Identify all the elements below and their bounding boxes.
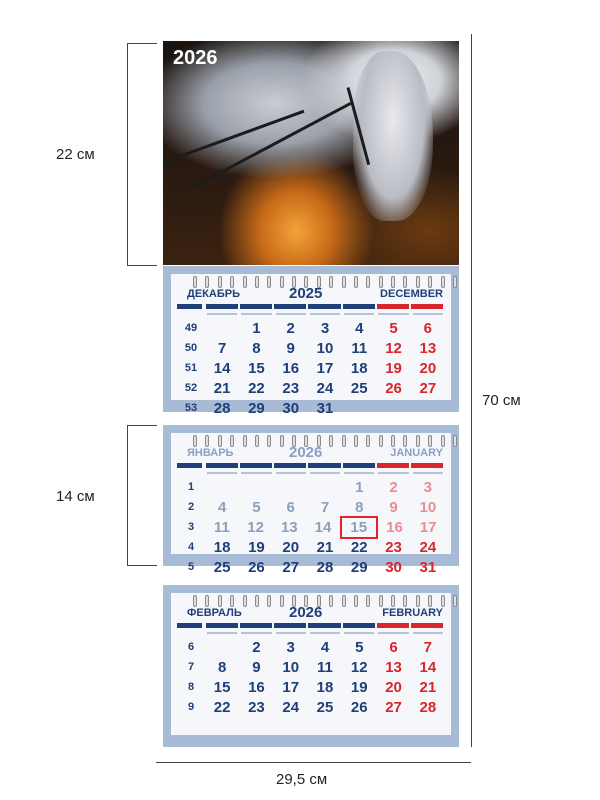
day-cell: 24 bbox=[316, 379, 334, 397]
day-cell: 20 bbox=[282, 538, 300, 556]
month-page bbox=[171, 274, 451, 417]
month-page bbox=[171, 593, 451, 735]
day-cell: 22 bbox=[213, 698, 231, 716]
day-cell: 12 bbox=[350, 658, 368, 676]
day-cell: 6 bbox=[423, 319, 432, 337]
day-cell: 30 bbox=[282, 399, 300, 417]
month-header bbox=[177, 444, 445, 462]
weekday-header-cell bbox=[411, 623, 443, 628]
day-cell: 2 bbox=[286, 319, 295, 337]
header-year: 2026 bbox=[173, 47, 218, 69]
day-cell: 20 bbox=[385, 678, 402, 696]
weekday-header-cell bbox=[343, 304, 375, 309]
total-height-line bbox=[471, 34, 472, 747]
month-name-en: FEBRUARY bbox=[382, 607, 443, 619]
header-height-label: 22 см bbox=[56, 146, 95, 163]
week-number: 49 bbox=[184, 322, 198, 334]
header-height-bracket bbox=[127, 43, 128, 265]
day-cell: 5 bbox=[355, 638, 364, 656]
day-cell: 3 bbox=[423, 478, 432, 496]
day-cell: 10 bbox=[419, 498, 437, 516]
week-row bbox=[177, 378, 445, 398]
week-number: 2 bbox=[187, 501, 195, 513]
day-cell: 19 bbox=[350, 678, 368, 696]
day-grid bbox=[177, 477, 445, 577]
weekday-subheader bbox=[207, 470, 443, 475]
day-cell: 12 bbox=[385, 339, 402, 357]
block-height-bracket bbox=[127, 425, 128, 565]
day-cell: 4 bbox=[217, 498, 227, 516]
weekday-header-cell bbox=[377, 304, 409, 309]
week-row bbox=[177, 497, 445, 517]
weekday-header-cell bbox=[274, 304, 306, 309]
day-cell: 13 bbox=[419, 339, 437, 357]
day-cell: 28 bbox=[213, 399, 231, 417]
day-cell: 15 bbox=[213, 678, 231, 696]
week-row bbox=[177, 637, 445, 657]
day-cell: 10 bbox=[316, 339, 334, 357]
weekday-header-cell bbox=[240, 304, 272, 309]
day-cell: 28 bbox=[419, 698, 437, 716]
week-row bbox=[177, 557, 445, 577]
horse-head-shape bbox=[353, 51, 433, 221]
week-column-header bbox=[177, 463, 202, 468]
day-cell: 8 bbox=[355, 498, 364, 516]
month-name-en: DECEMBER bbox=[380, 288, 443, 300]
width-line bbox=[156, 762, 471, 763]
block-height-tick-bottom bbox=[127, 565, 157, 566]
day-cell: 1 bbox=[252, 319, 261, 337]
day-cell: 17 bbox=[282, 678, 300, 696]
day-cell: 15 bbox=[340, 516, 378, 539]
day-cell: 7 bbox=[320, 498, 330, 516]
day-cell: 14 bbox=[314, 518, 332, 536]
day-cell: 12 bbox=[247, 518, 264, 536]
day-cell: 31 bbox=[316, 399, 334, 417]
day-cell: 20 bbox=[419, 359, 437, 377]
day-cell: 29 bbox=[248, 399, 265, 417]
day-cell: 9 bbox=[252, 658, 261, 676]
month-year: 2026 bbox=[289, 604, 323, 621]
day-cell: 15 bbox=[248, 359, 265, 377]
month-header bbox=[177, 604, 445, 622]
weekday-header-cell bbox=[308, 463, 340, 468]
rein-line bbox=[182, 102, 351, 194]
day-cell: 31 bbox=[419, 558, 437, 576]
day-cell: 9 bbox=[286, 339, 295, 357]
week-number: 5 bbox=[187, 561, 195, 573]
day-cell: 29 bbox=[350, 558, 368, 576]
week-row bbox=[177, 477, 445, 497]
day-cell: 5 bbox=[252, 498, 261, 516]
weekday-header-cell bbox=[240, 623, 272, 628]
weekday-header-cell bbox=[206, 463, 238, 468]
week-row bbox=[177, 657, 445, 677]
month-year: 2026 bbox=[289, 444, 323, 461]
day-cell: 2 bbox=[252, 638, 261, 656]
weekday-subheader bbox=[207, 630, 443, 635]
day-cell: 26 bbox=[385, 379, 402, 397]
day-cell: 28 bbox=[316, 558, 334, 576]
day-cell: 14 bbox=[419, 658, 437, 676]
week-number: 51 bbox=[184, 362, 198, 374]
day-cell: 14 bbox=[213, 359, 231, 377]
month-block-january bbox=[163, 425, 459, 576]
day-cell: 4 bbox=[355, 319, 364, 337]
day-cell: 17 bbox=[419, 518, 437, 536]
day-cell: 3 bbox=[320, 319, 330, 337]
day-cell: 23 bbox=[248, 698, 265, 716]
week-row bbox=[177, 537, 445, 557]
week-row bbox=[177, 398, 445, 418]
week-row bbox=[177, 677, 445, 697]
weekday-header-cell bbox=[411, 304, 443, 309]
week-number: 53 bbox=[184, 402, 198, 414]
header-photo bbox=[163, 41, 459, 265]
day-cell: 11 bbox=[317, 658, 333, 676]
week-number: 1 bbox=[187, 481, 195, 493]
weekday-header-cell bbox=[377, 623, 409, 628]
day-cell: 25 bbox=[350, 379, 368, 397]
day-cell: 25 bbox=[213, 558, 231, 576]
day-cell: 13 bbox=[280, 518, 298, 536]
week-row bbox=[177, 358, 445, 378]
header-height-tick-bottom bbox=[127, 265, 157, 266]
day-cell: 4 bbox=[320, 638, 330, 656]
day-cell: 11 bbox=[351, 339, 368, 357]
month-name-ru: ДЕКАБРЬ bbox=[187, 288, 240, 300]
month-block-december bbox=[163, 266, 459, 417]
day-cell: 26 bbox=[248, 558, 265, 576]
week-number: 3 bbox=[187, 521, 195, 533]
day-cell: 25 bbox=[316, 698, 334, 716]
day-cell: 19 bbox=[385, 359, 402, 377]
day-cell: 17 bbox=[316, 359, 334, 377]
weekday-header-cell bbox=[274, 463, 306, 468]
day-cell: 22 bbox=[248, 379, 265, 397]
day-cell: 19 bbox=[248, 538, 265, 556]
month-block-february bbox=[163, 585, 459, 747]
week-row bbox=[177, 318, 445, 338]
week-number: 8 bbox=[187, 681, 195, 693]
weekday-header-cell bbox=[377, 463, 409, 468]
day-cell: 21 bbox=[213, 379, 231, 397]
block-height-label: 14 см bbox=[56, 488, 95, 505]
month-name-en: JANUARY bbox=[390, 447, 443, 459]
day-grid bbox=[177, 637, 445, 717]
week-row bbox=[177, 697, 445, 717]
day-cell: 21 bbox=[316, 538, 334, 556]
weekday-header-cell bbox=[411, 463, 443, 468]
weekday-header-cell bbox=[343, 623, 375, 628]
month-name-ru: ЯНВАРЬ bbox=[187, 447, 234, 459]
day-cell: 8 bbox=[217, 658, 227, 676]
week-number: 7 bbox=[187, 661, 195, 673]
day-cell: 27 bbox=[419, 379, 437, 397]
day-cell: 2 bbox=[389, 478, 398, 496]
day-cell: 23 bbox=[282, 379, 300, 397]
weekday-header-cell bbox=[206, 304, 238, 309]
day-cell: 1 bbox=[355, 478, 364, 496]
day-cell: 16 bbox=[386, 518, 403, 536]
day-cell: 5 bbox=[389, 319, 398, 337]
weekday-header-cell bbox=[308, 623, 340, 628]
day-cell: 27 bbox=[282, 558, 300, 576]
weekday-header-cell bbox=[274, 623, 306, 628]
weekday-header-cell bbox=[240, 463, 272, 468]
week-row bbox=[177, 517, 445, 537]
day-cell: 18 bbox=[316, 678, 334, 696]
day-cell: 11 bbox=[213, 518, 230, 536]
day-cell: 13 bbox=[385, 658, 402, 676]
width-label: 29,5 см bbox=[276, 771, 328, 788]
weekday-subheader bbox=[207, 311, 443, 316]
week-row bbox=[177, 338, 445, 358]
block-height-tick-top bbox=[127, 425, 157, 426]
day-cell: 7 bbox=[217, 339, 227, 357]
day-cell: 18 bbox=[350, 359, 368, 377]
day-cell: 23 bbox=[385, 538, 402, 556]
day-cell: 6 bbox=[389, 638, 398, 656]
day-cell: 16 bbox=[282, 359, 300, 377]
week-number: 4 bbox=[187, 541, 195, 553]
day-cell: 16 bbox=[248, 678, 265, 696]
day-cell: 27 bbox=[385, 698, 402, 716]
month-year: 2025 bbox=[289, 285, 323, 302]
weekday-header-cell bbox=[308, 304, 340, 309]
day-cell: 30 bbox=[385, 558, 402, 576]
day-grid bbox=[177, 318, 445, 418]
weekday-header-cell bbox=[343, 463, 375, 468]
day-cell: 3 bbox=[286, 638, 295, 656]
week-number: 6 bbox=[187, 641, 195, 653]
day-cell: 26 bbox=[350, 698, 368, 716]
weekday-header-cell bbox=[206, 623, 238, 628]
day-cell: 8 bbox=[252, 339, 261, 357]
month-page bbox=[171, 433, 451, 576]
day-cell: 7 bbox=[423, 638, 432, 656]
month-name-ru: ФЕВРАЛЬ bbox=[187, 607, 242, 619]
day-cell: 22 bbox=[350, 538, 368, 556]
day-cell: 21 bbox=[419, 678, 437, 696]
day-cell: 6 bbox=[286, 498, 295, 516]
week-number: 52 bbox=[184, 382, 198, 394]
day-cell: 9 bbox=[389, 498, 398, 516]
week-column-header bbox=[177, 623, 202, 628]
header-height-tick-top bbox=[127, 43, 157, 44]
week-number: 50 bbox=[184, 342, 198, 354]
day-cell: 24 bbox=[419, 538, 437, 556]
day-cell: 18 bbox=[213, 538, 231, 556]
week-number: 9 bbox=[187, 701, 195, 713]
day-cell: 24 bbox=[282, 698, 300, 716]
week-column-header bbox=[177, 304, 202, 309]
total-height-label: 70 см bbox=[482, 392, 521, 409]
month-header bbox=[177, 285, 445, 303]
day-cell: 10 bbox=[282, 658, 300, 676]
